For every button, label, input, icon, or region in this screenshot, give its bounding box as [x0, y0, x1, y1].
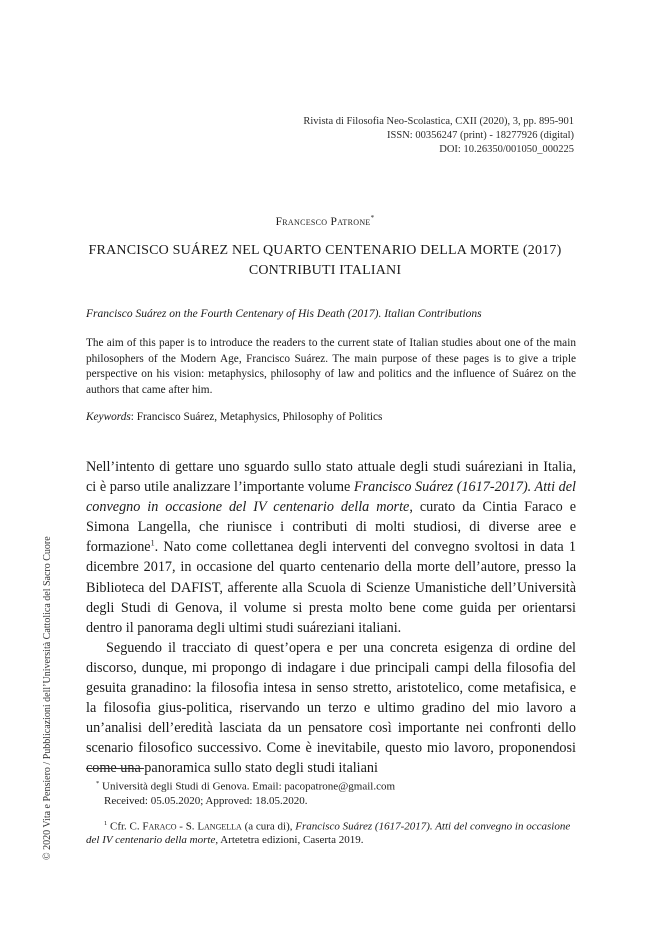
paragraph-1: [86, 457, 576, 638]
footnote-1-author-faraco: Faraco: [142, 820, 177, 833]
keywords-text: : Francisco Suárez, Metaphysics, Philosophy of Politics: [130, 411, 383, 423]
abstract: The aim of this paper is to introduce the readers to the current state of Italian studies about one of the main philosophers of the Modern Age, Francisco Suárez. The main purpose of these pages is to give a triple perspective on his vision: metaphysics, philosophy of law and politics and the influence of Suárez on the authors that came after him.: [86, 337, 576, 396]
article-title-line-2: CONTRIBUTI ITALIANI: [248, 263, 402, 278]
keywords: [86, 411, 382, 423]
footnote-1-book-title: Francisco Suárez (1617-2017). Atti del convegno in occasione del IV centenario della morte: [86, 820, 571, 847]
paragraph-1-text-b: , curato da Cintia Faraco e Simona Langella, che riunisce i contributi di molti studiosi, di diverse aree e formazione: [86, 499, 576, 556]
footnote-author: [86, 777, 576, 808]
footnote-1-author-langella: Langella: [197, 820, 242, 833]
book-title-italic: Francisco Suárez (1617-2017). Atti del convegno in occasione del IV centenario della morte: [86, 479, 576, 516]
copyright-margin-note: © 2020 Vita e Pensiero / Pubblicazioni dell’Università Cattolica del Sacro Cuore: [42, 536, 53, 860]
paragraph-2: Seguendo il tracciato di quest’opera e per una concreta esigenza di ordine del discorso, dunque, mi propongo di indagare i due principali campi della filosofia del gesuita granadino: la filosofia intesa in senso stretto, aristotelico, come metafisica, e la filosofia gius-politica, riservando un terzo e ultimo gradino del mio lavoro a un’analisi dell’eredità lasciata da un pensatore così importante nei confronti dello scenario filosofico successivo. Come è inevitabile, questo mio lavoro, proponendosi come una panoramica sullo stato degli studi italiani: [86, 639, 576, 777]
author-name-text: Francesco Patrone: [275, 215, 371, 228]
journal-header: [303, 115, 574, 157]
journal-citation: Rivista di Filosofia Neo-Scolastica, CXII (2020), 3, pp. 895-901: [303, 116, 574, 127]
doi-line: DOI: 10.26350/001050_000225: [439, 144, 574, 155]
body-text: [86, 457, 576, 779]
footnote-1-mark: 1: [104, 819, 108, 827]
footnote-author-dates: Received: 05.05.2020; Approved: 18.05.2020.: [104, 794, 308, 807]
footnotes: [86, 777, 576, 847]
paragraph-1-text-a: Nell’intento di gettare uno sguardo sullo stato attuale degli studi suáreziani in Italia, ci è parso utile analizzare l’importante volume: [86, 459, 576, 496]
author-name: [0, 214, 650, 228]
footnote-star-mark: *: [96, 780, 100, 787]
footnote-1-text-a: Cfr. C.: [107, 820, 143, 833]
footnote-divider: [86, 768, 144, 769]
keywords-label: Keywords: [86, 411, 131, 423]
article-title-line-1: FRANCISCO SUÁREZ NEL QUARTO CENTENARIO DELLA MORTE (2017): [88, 243, 562, 258]
footnote-1-text-c: , Artetetra edizioni, Caserta 2019.: [215, 834, 364, 847]
issn-line: ISSN: 00356247 (print) - 18277926 (digital): [387, 130, 574, 141]
footnote-1: [86, 817, 576, 848]
author-footnote-mark: *: [370, 214, 375, 222]
paragraph-1-text-c: . Nato come collettanea degli interventi del convegno svoltosi in data 1 dicembre 2017, in occasione del quarto centenario della morte dell’autore, presso la Biblioteca del DAFIST, afferente alla Scuola di Scienze Umanistiche dell’Università degli Studi di Genova, il volume si presta molto bene come guida per orientarsi dentro il panorama degli ultimi studi suáreziani italiani.: [86, 539, 576, 636]
article-title: [60, 241, 590, 281]
footnote-ref-1[interactable]: 1: [150, 538, 155, 548]
english-title: Francisco Suárez on the Fourth Centenary of His Death (2017). Italian Contributions: [86, 308, 482, 320]
footnote-author-affiliation: Università degli Studi di Genova. Email: pacopatrone@gmail.com: [99, 780, 396, 793]
footnote-1-text-b: (a cura di),: [241, 820, 296, 833]
footnote-1-sep: - S.: [176, 820, 198, 833]
